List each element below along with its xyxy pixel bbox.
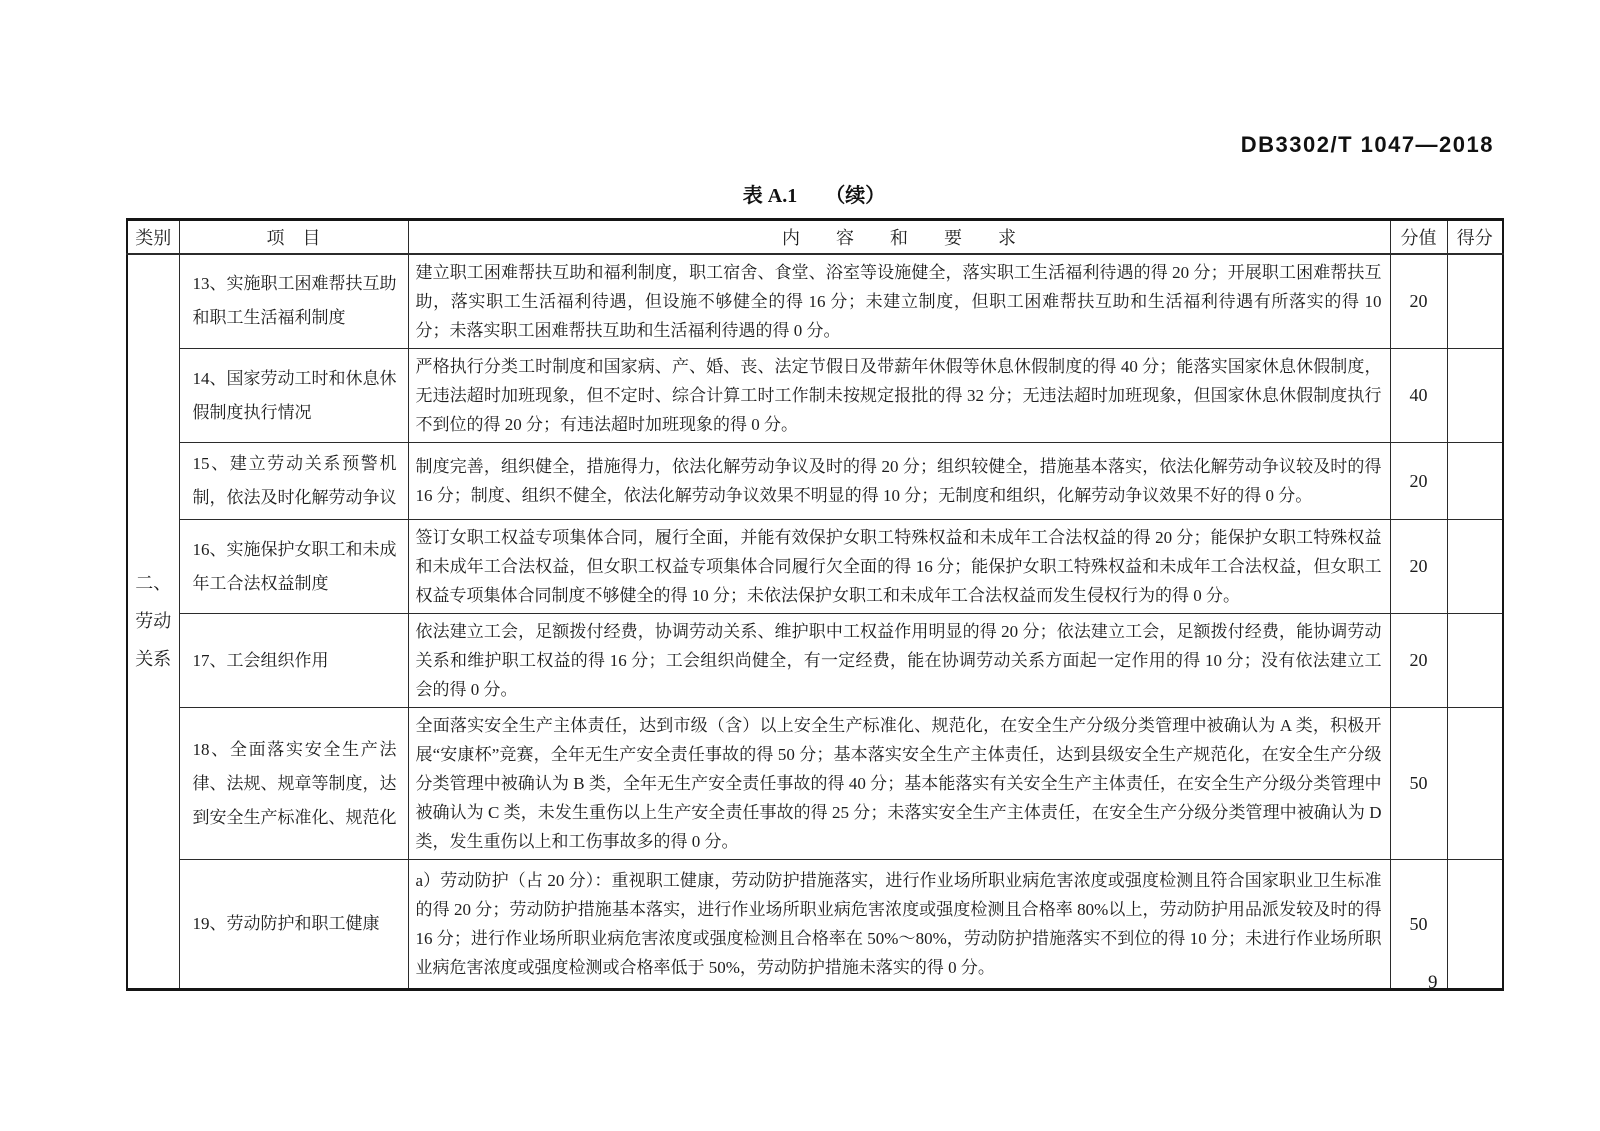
table-title-label: 表 A.1 bbox=[742, 185, 798, 207]
table-row-13 bbox=[127, 254, 1503, 349]
category-line: 关系 bbox=[135, 649, 172, 670]
score-cell-19: 50 bbox=[1390, 860, 1447, 990]
score-cell-14: 40 bbox=[1390, 349, 1447, 443]
content-cell-17: 依法建立工会，足额拨付经费，协调劳动关系、维护职中工权益作用明显的得 20 分；依法建立工会，足额拨付经费，能协调劳动关系和维护职工权益的得 16 分；工会组织尚健全，有一定经费，能在协调劳动关系方面起一定作用的得 10 分；没有依法建立工会的得 0 分。 bbox=[408, 614, 1390, 708]
item-cell-17: 17、工会组织作用 bbox=[179, 614, 408, 708]
points-cell-16 bbox=[1447, 520, 1503, 614]
points-cell-18 bbox=[1447, 708, 1503, 860]
table-title bbox=[126, 179, 1502, 208]
content-cell-15: 制度完善，组织健全，措施得力，依法化解劳动争议及时的得 20 分；组织较健全，措施基本落实，依法化解劳动争议较及时的得 16 分；制度、组织不健全，依法化解劳动争议效果不明显的得 10 分；无制度和组织，化解劳动争议效果不好的得 0 分。 bbox=[408, 443, 1390, 520]
score-cell-16: 20 bbox=[1390, 520, 1447, 614]
page-number: 9 bbox=[1428, 972, 1438, 993]
points-cell-13 bbox=[1447, 254, 1503, 349]
col-header-score: 分值 bbox=[1390, 220, 1447, 254]
item-cell-16: 16、实施保护女职工和未成年工合法权益制度 bbox=[179, 520, 408, 614]
content-cell-14: 严格执行分类工时制度和国家病、产、婚、丧、法定节假日及带薪年休假等休息休假制度的得 40 分；能落实国家休息休假制度，无违法超时加班现象，但不定时、综合计算工时工作制未按规定报批的得 32 分；无违法超时加班现象，但国家休息休假制度执行不到位的得 20 分；有违法超时加班现象的得 0 分。 bbox=[408, 349, 1390, 443]
score-cell-13: 20 bbox=[1390, 254, 1447, 349]
table-row-19 bbox=[127, 860, 1503, 990]
table-title-continued: （续） bbox=[825, 185, 886, 207]
doc-code: DB3302/T 1047—2018 bbox=[1240, 132, 1494, 157]
points-cell-19 bbox=[1447, 860, 1503, 990]
item-cell-18: 18、全面落实安全生产法律、法规、规章等制度，达到安全生产标准化、规范化 bbox=[179, 708, 408, 860]
col-header-content: 内 容 和 要 求 bbox=[408, 220, 1390, 254]
score-cell-15: 20 bbox=[1390, 443, 1447, 520]
item-cell-14: 14、国家劳动工时和休息休假制度执行情况 bbox=[179, 349, 408, 443]
points-cell-14 bbox=[1447, 349, 1503, 443]
points-cell-15 bbox=[1447, 443, 1503, 520]
col-header-item: 项 目 bbox=[179, 220, 408, 254]
content-cell-16: 签订女职工权益专项集体合同，履行全面，并能有效保护女职工特殊权益和未成年工合法权益的得 20 分；能保护女职工特殊权益和未成年工合法权益，但女职工权益专项集体合同履行欠全面的得 16 分；能保护女职工特殊权益和未成年工合法权益，但女职工权益专项集体合同制度不够健全的得 10 分；未依法保护女职工和未成年工合法权益而发生侵权行为的得 0 分。 bbox=[408, 520, 1390, 614]
table-header-row bbox=[127, 220, 1503, 254]
category-line: 劳动 bbox=[135, 611, 172, 632]
item-cell-19: 19、劳动防护和职工健康 bbox=[179, 860, 408, 990]
table-row-18 bbox=[127, 708, 1503, 860]
score-cell-17: 20 bbox=[1390, 614, 1447, 708]
table-row-14 bbox=[127, 349, 1503, 443]
col-header-category: 类别 bbox=[127, 220, 179, 254]
item-cell-13: 13、实施职工困难帮扶互助和职工生活福利制度 bbox=[179, 254, 408, 349]
col-header-points: 得分 bbox=[1447, 220, 1503, 254]
item-cell-15: 15、建立劳动关系预警机制，依法及时化解劳动争议 bbox=[179, 443, 408, 520]
content-cell-13: 建立职工困难帮扶互助和福利制度，职工宿舍、食堂、浴室等设施健全，落实职工生活福利待遇的得 20 分；开展职工困难帮扶互助，落实职工生活福利待遇，但设施不够健全的得 16 分；未建立制度，但职工困难帮扶互助和生活福利待遇有所落实的得 10 分；未落实职工困难帮扶互助和生活福利待遇的得 0 分。 bbox=[408, 254, 1390, 349]
table-row-16 bbox=[127, 520, 1503, 614]
score-cell-18: 50 bbox=[1390, 708, 1447, 860]
points-cell-17 bbox=[1447, 614, 1503, 708]
category-line: 二、 bbox=[135, 573, 172, 594]
table-row-15 bbox=[127, 443, 1503, 520]
table-row-17 bbox=[127, 614, 1503, 708]
content-cell-18: 全面落实安全生产主体责任，达到市级（含）以上安全生产标准化、规范化，在安全生产分级分类管理中被确认为 A 类，积极开展“安康杯”竞赛，全年无生产安全责任事故的得 50 分；基本落实安全生产主体责任，达到县级安全生产规范化，在安全生产分级分类管理中被确认为 B 类，全年无生产安全责任事故的得 40 分；基本能落实有关安全生产主体责任，在安全生产分级分类管理中被确认为 C 类，未发生重伤以上生产安全责任事故的得 25 分；未落实安全生产主体责任，在安全生产分级分类管理中被确认为 D 类，发生重伤以上和工伤事故多的得 0 分。 bbox=[408, 708, 1390, 860]
assessment-table bbox=[126, 218, 1504, 991]
content-cell-19: a）劳动防护（占 20 分）：重视职工健康，劳动防护措施落实，进行作业场所职业病危害浓度或强度检测且符合国家职业卫生标准的得 20 分；劳动防护措施基本落实，进行作业场所职业病危害浓度或强度检测且合格率 80%以上，劳动防护用品派发较及时的得 16 分；进行作业场所职业病危害浓度或强度检测且合格率在 50%～80%，劳动防护措施落实不到位的得 10 分；未进行作业场所职业病危害浓度或强度检测或合格率低于 50%，劳动防护措施未落实的得 0 分。 bbox=[408, 860, 1390, 990]
category-cell bbox=[127, 254, 179, 990]
